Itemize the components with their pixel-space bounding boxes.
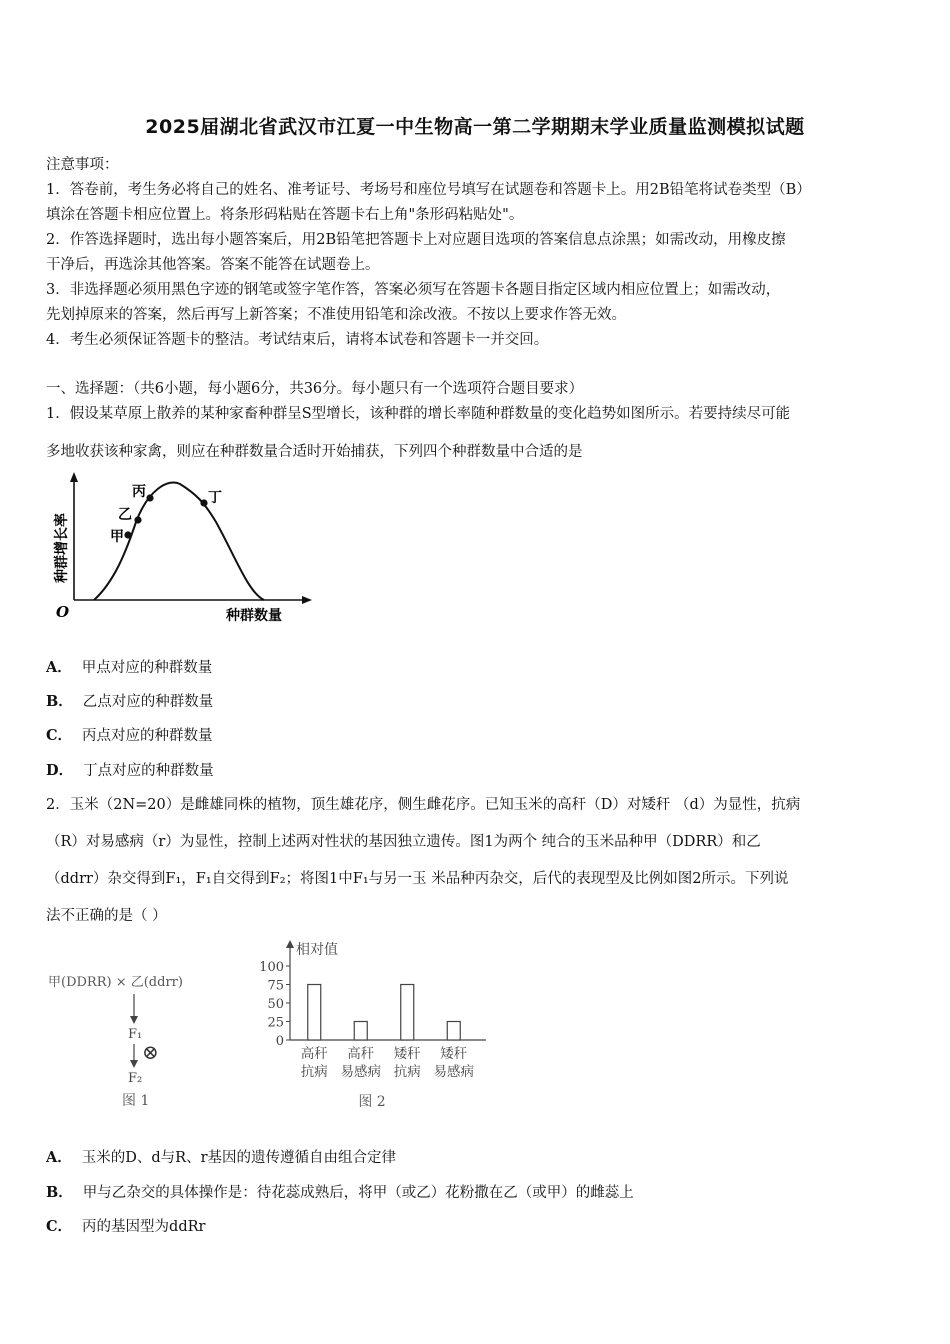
bar [354,1022,367,1041]
x-tick-label: 高秆 [300,1046,328,1062]
x-tick-label: 高秆 [347,1046,375,1062]
y-axis-arrow [70,472,78,482]
figure1-caption: 图 1 [122,1093,150,1109]
f1-label: F₁ [128,1027,143,1042]
bar [308,985,321,1041]
x-tick-label: 易感病 [340,1064,381,1080]
notice-line: 1．答卷前，考生务必将自己的姓名、准考证号、考场号和座位号填写在试题卷和答题卡上。用2B铅笔将试卷类型（B） [46,182,811,198]
y-tick-label: 100 [259,960,284,975]
point-bing [146,494,153,501]
arrow-head [130,1060,138,1068]
bar [401,985,414,1041]
q1-option-c: C． 丙点对应的种群数量 [46,727,213,744]
x-axis-label: 种群数量 [226,608,282,624]
label-ding: 丁 [208,490,222,506]
point-yi [134,516,141,523]
y-tick-label: 75 [267,978,284,994]
y-tick-label: 25 [267,1015,284,1031]
cross-diagram [44,962,224,1112]
x-tick-label: 抗病 [393,1064,421,1080]
q1-option-d: D． 丁点对应的种群数量 [46,762,214,779]
notice-line: 4．考生必须保证答题卡的整洁。考试结束后，请将本试卷和答题卡一并交回。 [46,332,549,348]
figure2-caption: 图 2 [358,1094,386,1110]
q2-stem: 法不正确的是（ ） [46,908,167,924]
bar [447,1022,460,1041]
y-tick-label: 0 [275,1034,284,1049]
notice-line: 2．作答选择题时，选出每小题答案后，用2B铅笔把答题卡上对应题目选项的答案信息点涂黑；如需改动，用橡皮擦 [46,232,786,248]
x-tick-label: 矮秆 [440,1046,468,1062]
q2-stem: 2．玉米（2N=20）是雌雄同株的植物，顶生雄花序，侧生雌花序。已知玉米的高秆（D）对矮秆 （d）为显性，抗病 [46,797,801,813]
page-title: 2025届湖北省武汉市江夏一中生物高一第二学期期末学业质量监测模拟试题 [145,116,805,138]
x-tick-label: 矮秆 [393,1046,421,1062]
cross-text: 甲(DDRR) × 乙(ddrr) [48,975,183,990]
q2-stem: （R）对易感病（r）为显性，控制上述两对性状的基因独立遗传。图1为两个 纯合的玉米品种甲（DDRR）和乙 [46,834,761,850]
selfing-symbol: ⊗ [142,1040,159,1064]
y-axis-label: 种群增长率 [54,513,70,583]
notice-heading: 注意事项： [46,157,119,173]
q2-option-c: C． 丙的基因型为ddRr [46,1218,206,1235]
notice-line: 干净后，再选涂其他答案。答案不能答在试题卷上。 [46,257,380,273]
label-yi: 乙 [118,507,132,523]
x-tick-label: 抗病 [300,1064,328,1080]
q2-option-b: B． 甲与乙杂交的具体操作是：待花蕊成熟后，将甲（或乙）花粉撒在乙（或甲）的雌蕊上 [46,1184,634,1201]
label-bing: 丙 [132,484,146,500]
y-tick-label: 50 [267,997,284,1012]
notice-line: 3．非选择题必须用黑色字迹的钢笔或签字笔作答，答案必须写在答题卡各题目指定区域内相应位置上；如需改动， [46,282,781,298]
q1-stem: 多地收获该种家禽，则应在种群数量合适时开始捕获，下列四个种群数量中合适的是 [46,444,583,460]
label-jia: 甲 [110,529,124,545]
notice-line: 填涂在答题卡相应位置上。将条形码粘贴在答题卡右上角"条形码粘贴处"。 [46,207,524,223]
y-axis-arrow [286,940,294,948]
x-tick-label: 易感病 [433,1064,474,1080]
q1-stem: 1．假设某草原上散养的某种家畜种群呈S型增长，该种群的增长率随种群数量的变化趋势如图所示。若要持续尽可能 [46,406,791,422]
section-heading: 一、选择题：（共6小题，每小题6分，共36分。每小题只有一个选项符合题目要求） [46,381,584,397]
q2-option-a: A． 玉米的D、d与R、r基因的遗传遵循自由组合定律 [46,1149,397,1166]
arrow-head [130,1016,138,1024]
q2-stem: （ddrr）杂交得到F₁，F₁自交得到F₂；将图1中F₁与另一玉 米品种丙杂交，后代的表现型及比例如图2所示。下列说 [46,871,789,887]
point-ding [200,499,207,506]
q1-option-a: A． 甲点对应的种群数量 [46,659,213,676]
x-axis-arrow [302,596,312,604]
origin-label: O [56,603,70,621]
point-jia [124,531,131,538]
notice-line: 先划掉原来的答案，然后再写上新答案；不准使用铅笔和涂改液。不按以上要求作答无效。 [46,307,626,323]
q1-option-b: B． 乙点对应的种群数量 [46,693,214,710]
phenotype-bar-chart [250,936,500,1116]
f2-label: F₂ [128,1071,143,1086]
y-axis-label: 相对值 [296,942,338,958]
growth-rate-figure [44,470,324,626]
